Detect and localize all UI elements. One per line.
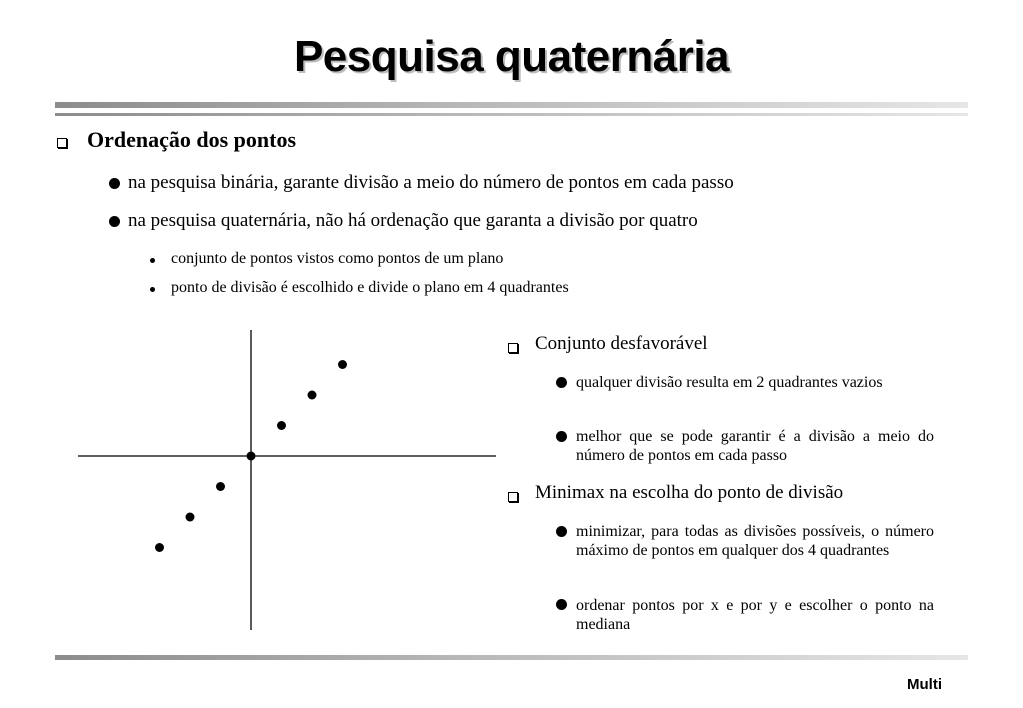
footer-label: Multi	[907, 676, 942, 693]
data-point	[338, 360, 347, 369]
small-bullet-icon	[150, 287, 155, 292]
data-point	[186, 513, 195, 522]
top-divider	[55, 102, 968, 108]
quadrant-diagram	[70, 325, 500, 635]
top-divider-thin	[55, 113, 968, 116]
split-point	[247, 452, 256, 461]
data-point	[277, 421, 286, 430]
slide-title: Pesquisa quaternária	[293, 32, 730, 81]
block-heading: Minimax na escolha do ponto de divisão	[535, 482, 844, 503]
data-point	[216, 482, 225, 491]
small-bullet-icon	[150, 258, 155, 263]
section-heading: Ordenação dos pontos	[87, 127, 297, 152]
block-heading: Conjunto desfavorável	[535, 333, 708, 354]
filled-bullet-icon	[556, 377, 567, 388]
sub-list-item: conjunto de pontos vistos como pontos de um plano	[171, 250, 504, 267]
bottom-divider	[55, 655, 968, 660]
filled-bullet-icon	[556, 526, 567, 537]
list-item: na pesquisa binária, garante divisão a meio do número de pontos em cada passo	[128, 172, 734, 193]
filled-bullet-icon	[109, 178, 120, 189]
hollow-square-bullet-icon	[57, 138, 67, 148]
filled-bullet-icon	[556, 431, 567, 442]
block-item: melhor que se pode garantir é a divisão a meio do número de pontos em cada passo	[576, 428, 934, 464]
sub-list-item: ponto de divisão é escolhido e divide o plano em 4 quadrantes	[171, 279, 569, 296]
hollow-square-bullet-icon	[508, 492, 518, 502]
block-item: qualquer divisão resulta em 2 quadrantes vazios	[576, 374, 883, 391]
filled-bullet-icon	[556, 599, 567, 610]
list-item: na pesquisa quaternária, não há ordenação que garanta a divisão por quatro	[128, 210, 698, 231]
hollow-square-bullet-icon	[508, 343, 518, 353]
data-point	[308, 391, 317, 400]
block-item: ordenar pontos por x e por y e escolher o ponto na mediana	[576, 597, 934, 633]
data-point	[155, 543, 164, 552]
block-item: minimizar, para todas as divisões possíveis, o número máximo de pontos em qualquer dos 4 quadrantes	[576, 523, 934, 559]
filled-bullet-icon	[109, 216, 120, 227]
